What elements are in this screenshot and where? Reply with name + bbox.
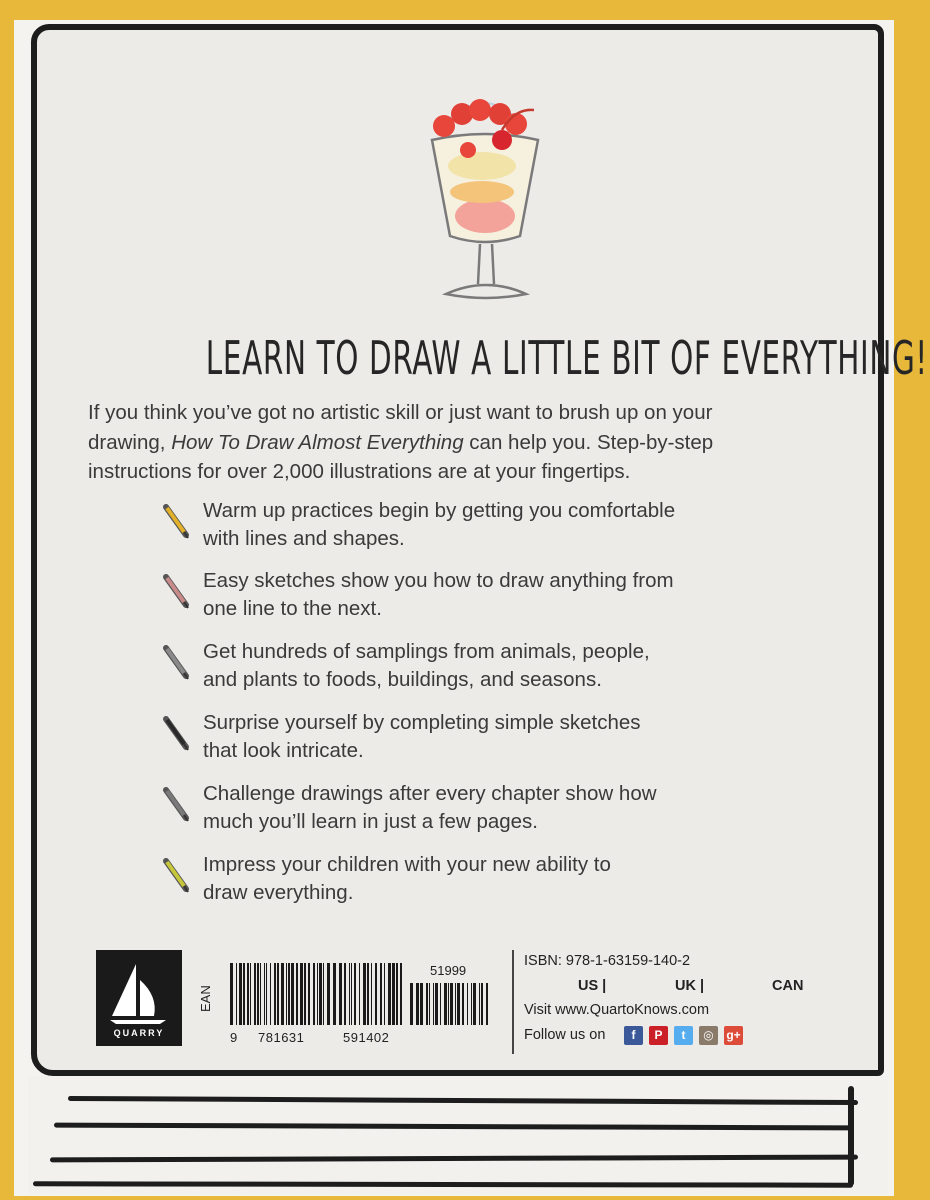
pencil-icon	[162, 644, 192, 684]
pencil-icon	[162, 573, 192, 613]
intro-line-3: instructions for over 2,000 illustrations are at your fingertips.	[88, 460, 631, 483]
instagram-icon[interactable]: ◎	[699, 1026, 718, 1045]
feature-item: Get hundreds of samplings from animals, people, and plants to foods, buildings, and seasons.	[160, 638, 840, 698]
facebook-icon[interactable]: f	[624, 1026, 643, 1045]
barcode	[230, 963, 405, 1025]
ean-label: EAN	[198, 985, 213, 1012]
isbn: ISBN: 978-1-63159-140-2	[524, 953, 691, 969]
feature-item: Challenge drawings after every chapter show how much you’ll learn in just a few pages.	[160, 780, 840, 840]
feature-item: Surprise yourself by completing simple sketches that look intricate.	[160, 709, 840, 769]
barcode-group-1: 781631	[258, 1030, 305, 1045]
follow-label: Follow us on	[524, 1027, 606, 1043]
feature-item: Easy sketches show you how to draw anything from one line to the next.	[160, 567, 840, 627]
headline: LEARN TO DRAW A LITTLE BIT OF EVERYTHING!	[205, 331, 928, 385]
sundae-illustration	[420, 88, 550, 310]
price-us: US |	[578, 978, 607, 994]
pinterest-icon[interactable]: P	[649, 1026, 668, 1045]
intro-line-1: If you think you’ve got no artistic skill or just want to brush up on your	[88, 401, 713, 424]
price-uk: UK |	[675, 978, 705, 994]
publisher-logo	[96, 950, 182, 1046]
feature-item: Warm up practices begin by getting you comfortable with lines and shapes.	[160, 497, 840, 557]
google-plus-icon[interactable]: g+	[724, 1026, 743, 1045]
publisher-name: QUARRY	[113, 1028, 165, 1038]
pencil-icon	[162, 503, 192, 543]
info-divider	[512, 950, 514, 1054]
price-barcode	[410, 983, 488, 1025]
pencil-icon	[162, 715, 192, 755]
barcode-first-digit: 9	[230, 1030, 238, 1045]
book-title: How To Draw Almost Everything	[171, 430, 464, 454]
pencil-icon	[162, 857, 192, 897]
price-code: 51999	[430, 963, 467, 978]
feature-item: Impress your children with your new ability to draw everything.	[160, 851, 840, 911]
price-can: CAN	[772, 978, 804, 994]
book-pages	[28, 1076, 888, 1194]
website[interactable]: Visit www.QuartoKnows.com	[524, 1002, 710, 1018]
intro-line-2: drawing, How To Draw Almost Everything can help you. Step-by-step	[88, 430, 714, 454]
pencil-icon	[162, 786, 192, 826]
intro-paragraph	[88, 398, 863, 487]
barcode-group-2: 591402	[343, 1030, 390, 1045]
twitter-icon[interactable]: t	[674, 1026, 693, 1045]
